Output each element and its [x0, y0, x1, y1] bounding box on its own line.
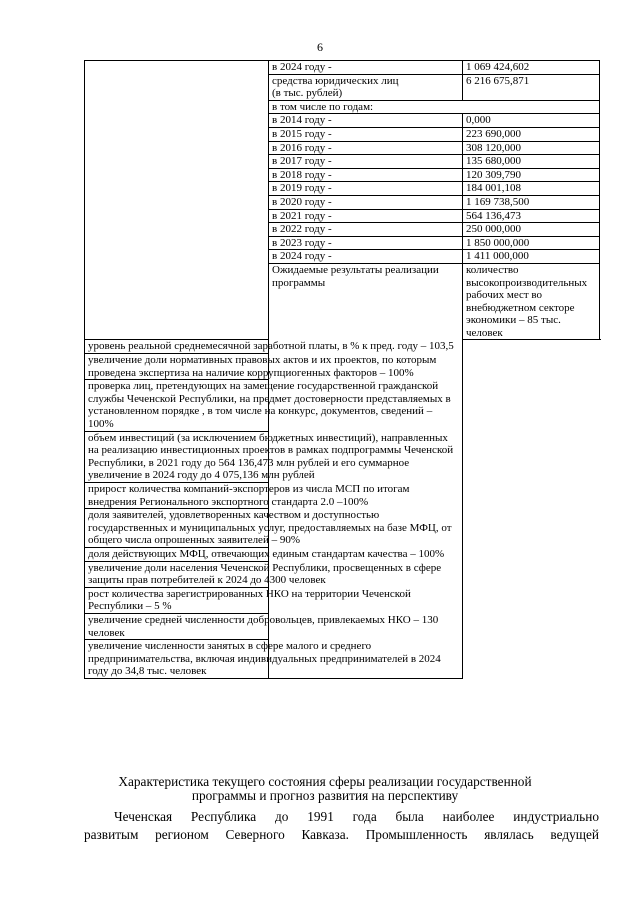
table-row — [85, 354, 600, 380]
year-label: в 2018 году - — [269, 168, 463, 182]
table-row — [85, 561, 600, 587]
result-item: проверка лиц, претендующих на замещение государственной гражданской службы Чеченской Республики, на предмет достоверности представляемых в установленном порядке , в том числе на конкурс, документов, сведений – 100% — [85, 380, 463, 431]
funding-value: 1 069 424,602 — [463, 61, 600, 75]
result-item: количество высокопроизводительных рабочих мест во внебюджетном секторе экономики – 85 тыс. человек — [463, 263, 600, 340]
year-label: в 2019 году - — [269, 182, 463, 196]
empty-label-cell — [85, 61, 269, 340]
table-row — [85, 340, 600, 354]
result-item: доля действующих МФЦ, отвечающих единым стандартам качества – 100% — [85, 547, 463, 561]
year-value: 308 120,000 — [463, 141, 600, 155]
result-item: рост количества зарегистрированных НКО на территории Чеченской Республики – 5 % — [85, 587, 463, 613]
year-label: в 2022 году - — [269, 223, 463, 237]
year-value: 564 136,473 — [463, 209, 600, 223]
table-row — [85, 380, 600, 431]
year-label: в 2017 году - — [269, 155, 463, 169]
year-value: 1 169 738,500 — [463, 195, 600, 209]
result-item: увеличение средней численности добровольцев, привлекаемых НКО – 130 человек — [85, 613, 463, 639]
page-number: 6 — [317, 40, 323, 54]
year-value: 120 309,790 — [463, 168, 600, 182]
year-value: 1 850 000,000 — [463, 236, 600, 250]
result-item: увеличение доли нормативных правовых актов и их проектов, по которым проведена экспертиза на наличие коррупциогенных факторов – 100% — [85, 354, 463, 380]
year-label: в 2014 году - — [269, 114, 463, 128]
result-item: объем инвестиций (за исключением бюджетных инвестиций), направленных на реализацию инвестиционных проектов в рамках подпрограммы Чеченской Республики, в 2021 году до 564 136,473 млн рублей и его суммарное увеличение в 2024 году до 4 075,136 млн рублей — [85, 431, 463, 482]
result-item: увеличение численности занятых в сфере малого и среднего предпринимательства, включая индивидуальных предпринимателей в 2024 году до 34,8 тыс. человек — [85, 640, 463, 679]
result-item: увеличение доли населения Чеченской Республики, просвещенных в сфере защиты прав потребителей к 2024 до 4300 человек — [85, 561, 463, 587]
year-label: в 2023 году - — [269, 236, 463, 250]
table-row — [85, 61, 600, 75]
program-passport-table — [84, 60, 600, 679]
table-row — [85, 547, 600, 561]
table-row — [85, 640, 600, 679]
year-label: в 2024 году - — [269, 250, 463, 264]
result-item: прирост количества компаний-экспортеров из числа МСП по итогам внедрения Регионального экспортного стандарта 2.0 –100% — [85, 483, 463, 509]
year-value: 1 411 000,000 — [463, 250, 600, 264]
result-item: уровень реальной среднемесячной заработной платы, в % к пред. году – 103,5 — [85, 340, 463, 354]
table-row — [85, 431, 600, 482]
funding-label: в 2024 году - — [269, 61, 463, 75]
year-value: 184 001,108 — [463, 182, 600, 196]
body-paragraph-line: развитым регионом Северного Кавказа. Промышленность являлась ведущей — [84, 827, 599, 842]
year-value: 0,000 — [463, 114, 600, 128]
table-row — [85, 613, 600, 639]
result-item: доля заявителей, удовлетворенных качеством и доступностью государственных и муниципальных услуг, предоставляемых на базе МФЦ, от общего числа опрошенных заявителей – 90% — [85, 509, 463, 548]
year-label: в 2020 году - — [269, 195, 463, 209]
table-row — [85, 587, 600, 613]
funding-label: средства юридических лиц (в тыс. рублей) — [269, 74, 463, 100]
results-label: Ожидаемые результаты реализации программы — [269, 263, 463, 678]
funding-value: 6 216 675,871 — [463, 74, 600, 100]
year-label: в 2016 году - — [269, 141, 463, 155]
section-heading: Характеристика текущего состояния сферы реализации государственной программы и прогноз развития на перспективу — [118, 774, 532, 803]
year-value: 135 680,000 — [463, 155, 600, 169]
year-label: в 2021 году - — [269, 209, 463, 223]
table-row — [85, 509, 600, 548]
body-paragraph-line: Чеченская Республика до 1991 года была наиболее индустриально — [114, 809, 599, 824]
year-value: 250 000,000 — [463, 223, 600, 237]
by-years-label: в том числе по годам: — [269, 100, 600, 114]
table-row — [85, 483, 600, 509]
year-value: 223 690,000 — [463, 127, 600, 141]
year-label: в 2015 году - — [269, 127, 463, 141]
